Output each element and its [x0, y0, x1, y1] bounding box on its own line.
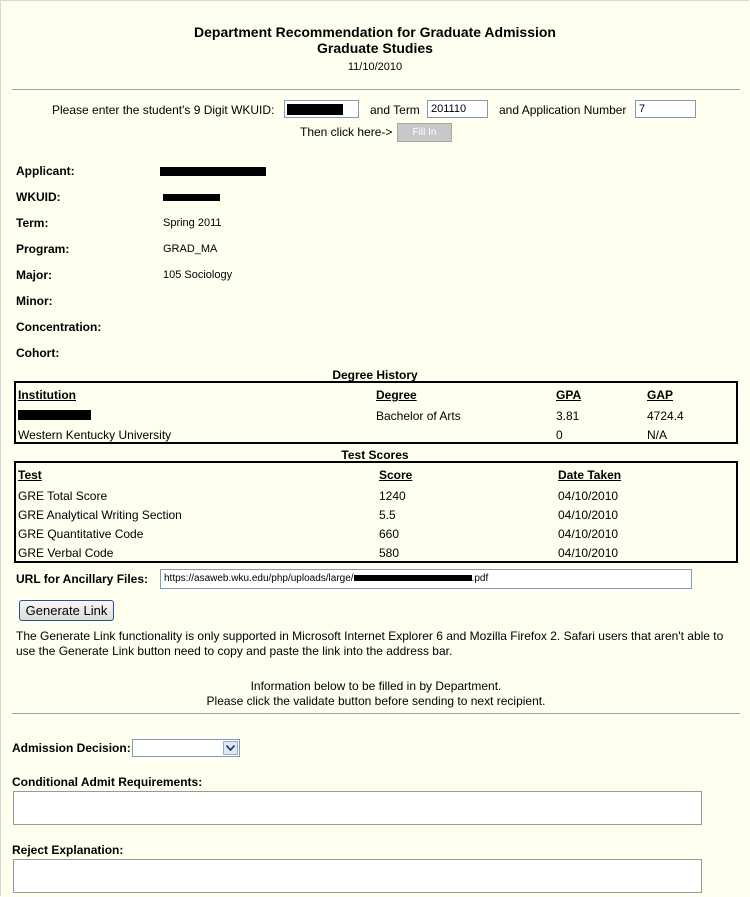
- table-cell: GRE Verbal Code: [18, 546, 114, 560]
- term-input[interactable]: [427, 100, 488, 118]
- minor-label: Minor:: [16, 294, 53, 308]
- divider: [12, 89, 740, 91]
- institution-redaction: [18, 410, 91, 420]
- table-cell: GRE Total Score: [18, 489, 108, 503]
- table-cell: 4724.4: [647, 409, 684, 423]
- page-title: Department Recommendation for Graduate Admission: [194, 24, 556, 40]
- degree-history-title: Degree History: [332, 368, 418, 382]
- table-cell: 1240: [379, 489, 406, 503]
- column-header: Score: [379, 468, 413, 482]
- column-header: Date Taken: [558, 468, 622, 482]
- major-label: Major:: [16, 268, 52, 282]
- applicant-label: Applicant:: [16, 164, 75, 178]
- url-suffix: .pdf: [471, 573, 489, 584]
- url-redaction: [354, 575, 472, 581]
- term-label: and Term: [370, 103, 420, 117]
- applicant-redaction: [160, 167, 266, 176]
- table-cell: 5.5: [379, 508, 396, 522]
- page-date: 11/10/2010: [347, 61, 403, 73]
- test-scores-title: Test Scores: [341, 448, 409, 462]
- test-scores-table: [14, 461, 738, 563]
- department-info-line1: Information below to be filled in by Department.: [250, 679, 502, 693]
- table-cell: GRE Analytical Writing Section: [18, 508, 182, 522]
- table-cell: 04/10/2010: [558, 489, 619, 503]
- table-cell: Bachelor of Arts: [376, 409, 461, 423]
- table-cell: 660: [379, 527, 400, 541]
- table-cell: 04/10/2010: [558, 546, 619, 560]
- term-value: Spring 2011: [163, 217, 222, 229]
- wkuid-redaction: [163, 194, 220, 201]
- divider: [12, 713, 740, 715]
- table-cell: 3.81: [556, 409, 580, 423]
- then-click-label: Then click here->: [300, 125, 393, 139]
- table-cell: 0: [556, 428, 563, 442]
- page-subtitle: Graduate Studies: [317, 40, 433, 56]
- table-cell: GRE Quantitative Code: [18, 527, 144, 541]
- generate-link-note: The Generate Link functionality is only supported in Microsoft Internet Explorer 6 and Mozilla Firefox 2. Safari users that aren't able to use the Generate Link button need to copy and paste the link into the address bar.: [16, 629, 724, 658]
- ancillary-url-label: URL for Ancillary Files:: [16, 572, 149, 586]
- generate-link-button[interactable]: Generate Link: [19, 600, 114, 621]
- department-info-line2: Please click the validate button before sending to next recipient.: [206, 694, 546, 708]
- application-number-label: and Application Number: [499, 103, 627, 117]
- url-prefix: https://asaweb.wku.edu/php/uploads/large/: [164, 573, 354, 584]
- conditional-admit-textarea[interactable]: [13, 791, 702, 825]
- chevron-down-icon[interactable]: [223, 741, 238, 755]
- wkuid-label: WKUID:: [16, 190, 61, 204]
- concentration-label: Concentration:: [16, 320, 102, 334]
- cohort-label: Cohort:: [16, 346, 60, 360]
- column-header: GPA: [556, 388, 582, 402]
- redaction-bar: [287, 104, 343, 115]
- admission-decision-select[interactable]: [132, 739, 240, 757]
- ancillary-url-field[interactable]: [160, 569, 692, 589]
- reject-explanation-label: Reject Explanation:: [12, 843, 124, 857]
- degree-history-table: [14, 381, 738, 444]
- admission-decision-label: Admission Decision:: [12, 741, 131, 755]
- term-field-label: Term:: [16, 216, 49, 230]
- table-cell: 04/10/2010: [558, 527, 619, 541]
- program-value: GRAD_MA: [163, 243, 218, 255]
- wkuid-prompt: Please enter the student's 9 Digit WKUID:: [52, 103, 275, 117]
- program-label: Program:: [16, 242, 70, 256]
- major-value: 105 Sociology: [163, 269, 233, 281]
- conditional-admit-label: Conditional Admit Requirements:: [12, 775, 203, 789]
- table-cell: Western Kentucky University: [18, 428, 172, 442]
- column-header: Institution: [18, 388, 76, 402]
- application-number-input[interactable]: [635, 100, 696, 118]
- column-header: GAP: [647, 388, 674, 402]
- table-cell: 04/10/2010: [558, 508, 619, 522]
- fill-in-button[interactable]: Fill In: [397, 123, 452, 142]
- table-cell: 580: [379, 546, 400, 560]
- table-cell: N/A: [647, 428, 668, 442]
- reject-explanation-textarea[interactable]: [13, 859, 702, 893]
- column-header: Test: [18, 468, 42, 482]
- column-header: Degree: [376, 388, 417, 402]
